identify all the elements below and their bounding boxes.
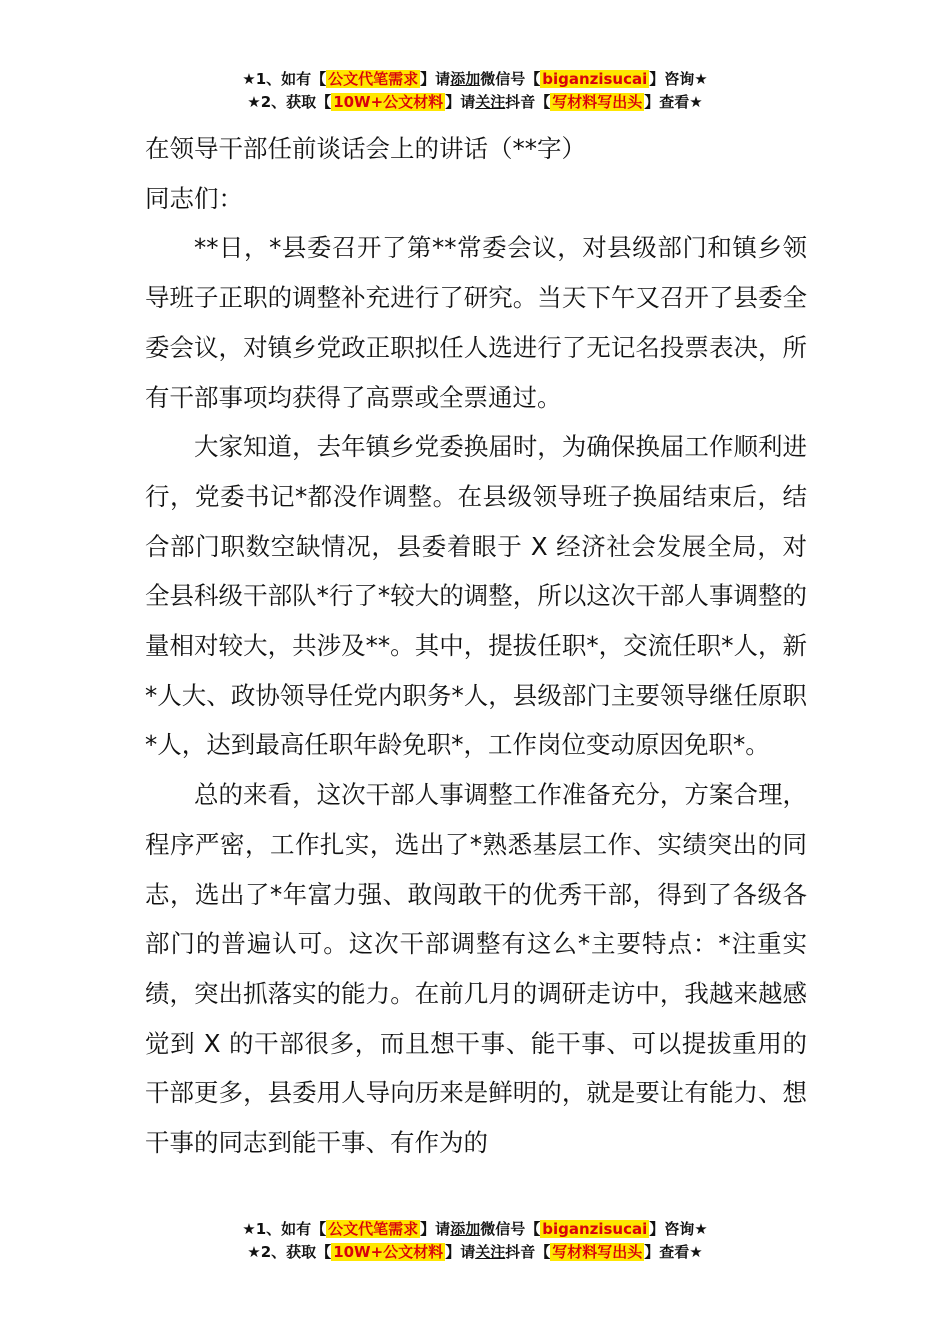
banner-line-1: ★1、如有【 公文代笔需求 】请添加微信号【 biganzisucai 】咨询★ [242, 70, 708, 88]
top-banner [0, 68, 950, 114]
banner-line-1: ★1、如有【 公文代笔需求 】请添加微信号【 biganzisucai 】咨询★ [242, 1220, 708, 1238]
banner-highlight: 10W+公文材料 [333, 1243, 444, 1261]
document-title: 在领导干部任前谈话会上的讲话（**字） [145, 134, 586, 163]
banner-highlight: 公文代笔需求 [328, 1220, 419, 1238]
banner-highlight: 写材料写出头 [552, 1243, 643, 1261]
paragraph: 大家知道，去年镇乡党委换届时，为确保换届工作顺利进行，党委书记*都没作调整。在县级领导班子换届结束后，结合部门职数空缺情况，县委着眼于 X 经济社会发展全局，对全县科级干部队*行了*较大的调整，所以这次干部人事调整的量相对较大，共涉及**。其中，提拔任职*，交流任职*人，新*人大、政协领导任党内职务*人，县级部门主要领导继任原职*人，达到最高任职年龄免职*，工作岗位变动原因免职*。 [145, 432, 807, 760]
paragraph: **日，*县委召开了第**常委会议，对县级部门和镇乡领导班子正职的调整补充进行了研究。当天下午又召开了县委全委会议，对镇乡党政正职拟任人选进行了无记名投票表决，所有干部事项均获得了高票或全票通过。 [145, 233, 807, 412]
banner-highlight: 10W+公文材料 [333, 93, 444, 111]
banner-line-2: ★2、获取【 10W+公文材料 】请关注抖音【 写材料写出头 】查看★ [247, 93, 703, 111]
banner-line-2: ★2、获取【 10W+公文材料 】请关注抖音【 写材料写出头 】查看★ [247, 1243, 703, 1261]
document-body [145, 124, 807, 1168]
paragraph: 总的来看，这次干部人事调整工作准备充分，方案合理，程序严密，工作扎实，选出了*熟悉基层工作、实绩突出的同志，选出了*年富力强、敢闯敢干的优秀干部，得到了各级各部门的普遍认可。这次干部调整有这么*主要特点：*注重实绩，突出抓落实的能力。在前几月的调研走访中，我越来越感觉到 X 的干部很多，而且想干事、能干事、可以提拔重用的干部更多，县委用人导向历来是鲜明的，就是要让有能力、想干事的同志到能干事、有作为的 [145, 780, 807, 1158]
banner-highlight: biganzisucai [542, 70, 648, 88]
banner-highlight: 公文代笔需求 [328, 70, 419, 88]
bottom-banner [0, 1218, 950, 1264]
salutation: 同志们： [145, 183, 243, 213]
banner-highlight: 写材料写出头 [552, 93, 643, 111]
banner-highlight: biganzisucai [542, 1220, 648, 1238]
